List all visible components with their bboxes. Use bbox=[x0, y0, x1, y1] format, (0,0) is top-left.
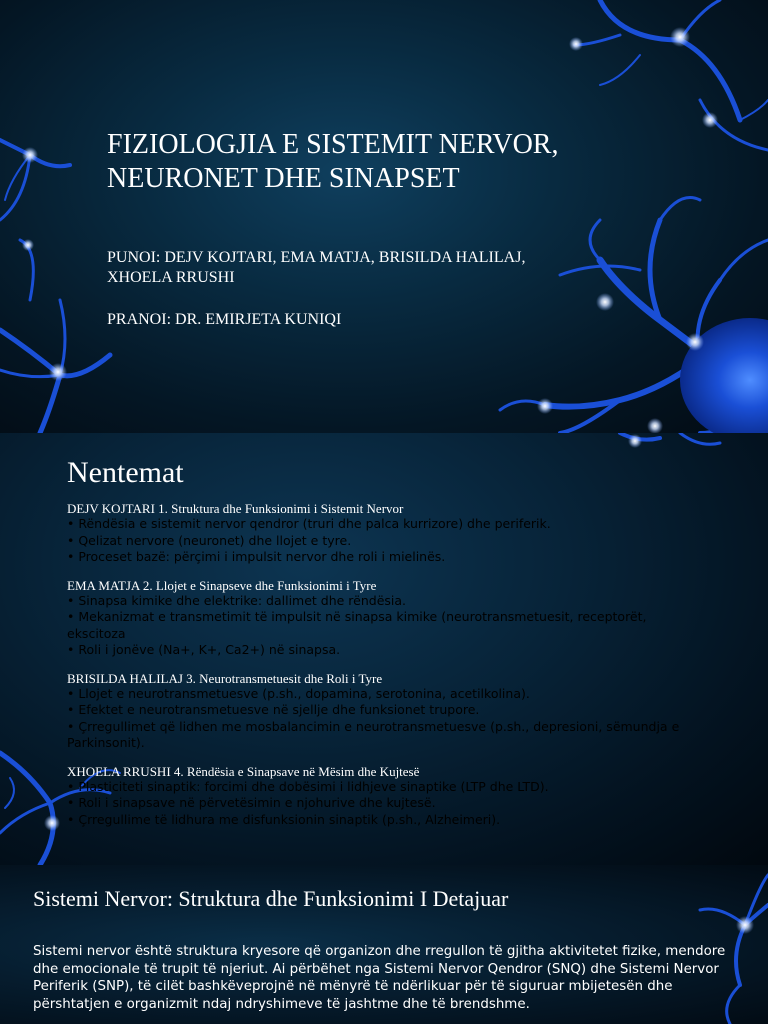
slide-heading: Sistemi Nervor: Struktura dhe Funksionimi I Detajuar bbox=[33, 886, 509, 911]
section-3 bbox=[67, 671, 687, 752]
bullet-item: • Roli i sinapsave në përvetësimin e njohurive dhe kujtesë. bbox=[67, 795, 436, 810]
section-header: XHOELA RRUSHI 4. Rëndësia e Sinapsave në Mësim dhe Kujtesë bbox=[67, 763, 420, 779]
bullet-item: • Sinapsa kimike dhe elektrike: dallimet dhe rëndësia. bbox=[67, 592, 407, 608]
bullet-item: • Roli i jonëve (Na+, K+, Ca2+) në sinapsa. bbox=[67, 642, 341, 657]
neuron-illustration bbox=[0, 0, 768, 433]
bullet-item: • Llojet e neurotransmetuesve (p.sh., dopamina, serotonina, acetilkolina). bbox=[67, 685, 530, 701]
subtopics-list bbox=[67, 501, 687, 828]
bullet-item: • Plasticiteti sinaptik: forcimi dhe dobësimi i lidhjeve sinaptike (LTP dhe LTD). bbox=[67, 778, 549, 794]
slide-nervous-system bbox=[0, 865, 768, 1024]
slide-title bbox=[0, 0, 768, 433]
bullet-item: • Proceset bazë: përçimi i impulsit nervor dhe roli i mielinës. bbox=[67, 549, 446, 564]
bullet-item: • Mekanizmat e transmetimit të impulsit në sinapsa kimike (neurotransmetuesit, receptorët, ekscitoza bbox=[67, 609, 647, 641]
bullet-item: • Efektet e neurotransmetuesve në sjellje dhe funksionet trupore. bbox=[67, 702, 480, 717]
bullet-item: • Qelizat nervore (neuronet) dhe llojet e tyre. bbox=[67, 532, 352, 548]
slide-heading: Nentemat bbox=[67, 456, 184, 489]
bullet-item: • Rëndësia e sistemit nervor qendror (truri dhe palca kurrizore) dhe periferik. bbox=[67, 516, 551, 531]
intro-paragraph: Sistemi nervor është struktura kryesore që organizon dhe rregullon të gjitha aktivitetet fizike, mendore dhe emocionale të trupit të njeriut. Ai përbëhet nga Sistemi Nervor Qendror (SNQ) dhe Sistemi Nervor Periferik (SNP), të cilët bashkëveprojnë në mënyrë të ndërlikuar për të siguruar mbijetesën dhe përshtatjen e organizmit ndaj ndryshimeve të jashtme dhe të brendshme. bbox=[33, 944, 726, 1012]
slide-title-text: FIZIOLOGJIA E SISTEMIT NERVOR, NEURONET DHE SINAPSET bbox=[107, 129, 559, 194]
slide-subtopics bbox=[0, 433, 768, 865]
section-header: EMA MATJA 2. Llojet e Sinapseve dhe Funksionimi i Tyre bbox=[67, 577, 377, 593]
section-header: DEJV KOJTARI 1. Struktura dhe Funksionimi i Sistemit Nervor bbox=[67, 501, 404, 516]
section-2 bbox=[67, 578, 687, 659]
section-4 bbox=[67, 764, 687, 829]
bullet-item: • Çrregullime të lidhura me disfunksionin sinaptik (p.sh., Alzheimeri). bbox=[67, 811, 501, 827]
supervisor-text: PRANOI: DR. EMIRJETA KUNIQI bbox=[107, 311, 342, 328]
bullet-item: • Çrregullimet që lidhen me mosbalancimin e neurotransmetuesve (p.sh., depresioni, sëmundja e Parkinsonit). bbox=[67, 718, 680, 750]
section-header: BRISILDA HALILAJ 3. Neurotransmetuesit dhe Roli i Tyre bbox=[67, 670, 383, 686]
authors-text: PUNOI: DEJV KOJTARI, EMA MATJA, BRISILDA HALILAJ, XHOELA RRUSHI bbox=[107, 249, 526, 286]
section-1 bbox=[67, 501, 687, 566]
